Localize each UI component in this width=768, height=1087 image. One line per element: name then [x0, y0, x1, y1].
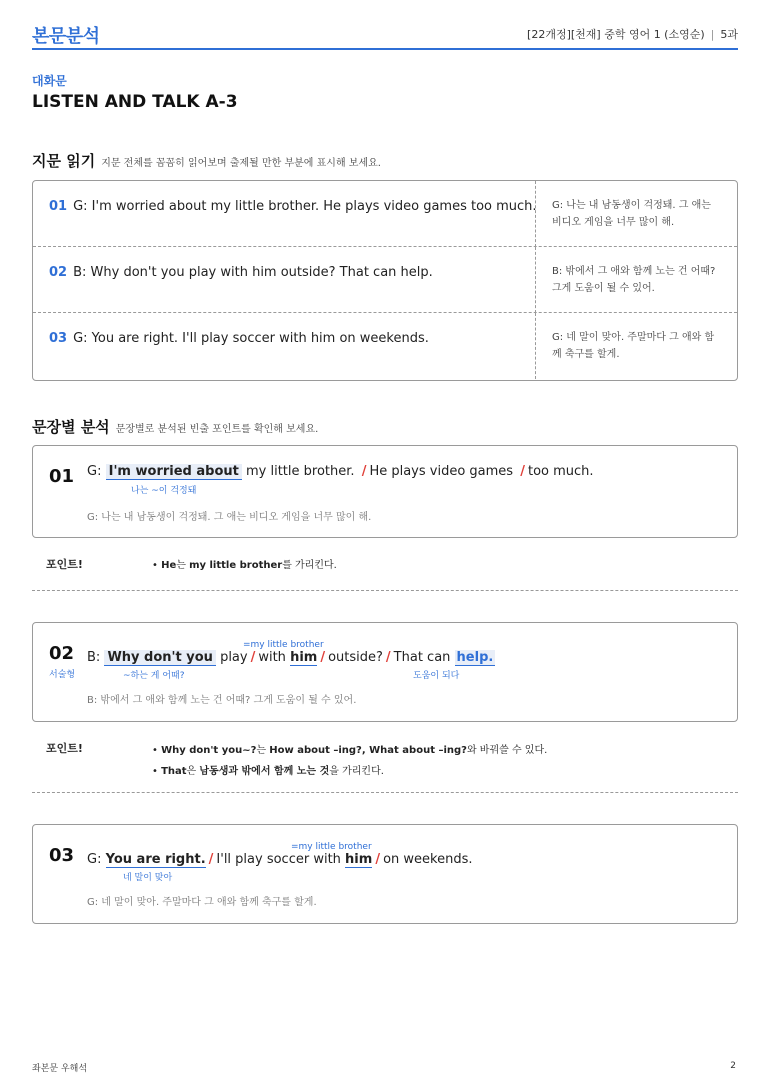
- sentence-text: with: [258, 650, 286, 665]
- analysis-title: 문장별 분석: [32, 418, 110, 436]
- reading-section-title: [32, 150, 381, 171]
- reading-ko: [535, 313, 737, 379]
- sentence-number: 01: [49, 466, 75, 487]
- sentence-ko: G: 나는 내 남동생이 걱정돼. 그 애는 비디오 게임을 너무 많이 해.: [87, 512, 372, 523]
- page-header: [32, 18, 738, 50]
- point-text: 와 바꿔쓸 수 있다.: [466, 745, 548, 756]
- point-text: 은: [186, 766, 200, 777]
- sentence-subtag: 서술형: [49, 670, 76, 680]
- highlight-help: help.: [456, 650, 494, 665]
- sentence-card-02: [32, 622, 738, 722]
- reading-ko: [535, 181, 737, 247]
- slash-mark: /: [375, 852, 381, 867]
- highlight-phrase: You are right.: [105, 852, 206, 867]
- section-divider: [32, 590, 738, 591]
- reading-ko-line: G: 나는 내 남동생이 걱정돼. 그 애는: [552, 200, 711, 211]
- point-item: • That은 남동생과 밖에서 함께 노는 것을 가리킨다.: [152, 766, 384, 777]
- point-bold: That: [161, 766, 187, 777]
- course-separator: |: [710, 28, 715, 41]
- sentence-ko: B: 밖에서 그 애와 함께 노는 건 어때? 그게 도움이 될 수 있어.: [87, 695, 357, 706]
- reading-row: [33, 181, 737, 247]
- speaker: B:: [87, 650, 101, 665]
- pronoun-him: him: [290, 650, 318, 665]
- slash-mark: /: [385, 650, 391, 665]
- reading-row: [33, 313, 737, 379]
- reading-ko-line: 비디오 게임을 너무 많이 해.: [552, 217, 675, 228]
- lesson-number: 5과: [720, 28, 738, 41]
- point-bold: How about –ing?, What about –ing?: [269, 745, 467, 756]
- reading-num: 01: [49, 199, 68, 214]
- annotation-note: 네 말이 맞아: [123, 873, 173, 883]
- reading-num: 02: [49, 265, 68, 280]
- reading-en: [49, 331, 539, 346]
- brand-title: 본문분석: [32, 26, 100, 47]
- reading-title: 지문 읽기: [32, 152, 96, 170]
- sentence-en: [87, 650, 495, 665]
- pronoun-him: him: [345, 852, 373, 867]
- slash-mark: /: [208, 852, 214, 867]
- point-bold: He: [161, 560, 177, 571]
- analysis-desc: 문장별로 분석된 빈출 포인트를 확인해 보세요.: [115, 424, 319, 435]
- reading-en-text: G: I'm worried about my little brother. He plays video games too much.: [73, 199, 537, 214]
- sentence-card-01: [32, 445, 738, 538]
- sentence-text: too much.: [527, 464, 594, 479]
- annotation-note: 도움이 되다: [413, 671, 460, 681]
- reading-ko: [535, 247, 737, 313]
- sentence-text: outside?: [328, 650, 383, 665]
- sentence-ko: G: 네 말이 맞아. 주말마다 그 애와 함께 축구를 할게.: [87, 897, 317, 908]
- speaker: G:: [87, 464, 102, 479]
- reading-en-text: G: You are right. I'll play soccer with him on weekends.: [73, 331, 429, 346]
- reading-ko-line: 그게 도움이 될 수 있어.: [552, 283, 655, 294]
- reading-num: 03: [49, 331, 68, 346]
- analysis-section-title: [32, 416, 318, 437]
- reading-en-text: B: Why don't you play with him outside? That can help.: [73, 265, 433, 280]
- annotation-note: =my little brother: [291, 842, 372, 852]
- sentence-text: I'll play soccer with: [216, 852, 341, 867]
- page-number: 2: [730, 1061, 736, 1071]
- reading-row: [33, 247, 737, 313]
- point-bold: Why don't you~?: [161, 745, 257, 756]
- annotation-note: ~하는 게 어때?: [123, 671, 185, 681]
- highlight-phrase: I'm worried about: [106, 464, 242, 480]
- sentence-number: 02: [49, 643, 75, 664]
- sentence-text: play: [220, 650, 248, 665]
- reading-en: [49, 199, 539, 214]
- slash-mark: /: [250, 650, 256, 665]
- section-divider: [32, 792, 738, 793]
- sentence-card-03: [32, 824, 738, 924]
- course-info: [527, 26, 738, 42]
- sentence-text: my little brother.: [246, 464, 355, 479]
- reading-desc: 지문 전체를 꼼꼼히 읽어보며 출제될 만한 부분에 표시해 보세요.: [101, 158, 381, 169]
- highlight-phrase: Why don't you: [104, 650, 215, 666]
- slash-mark: /: [361, 464, 367, 479]
- sentence-en: [87, 464, 594, 479]
- sentence-text: He plays video games: [369, 464, 514, 479]
- point-bold: 남동생과 밖에서 함께 노는 것: [199, 766, 330, 777]
- point-text: 는: [176, 560, 190, 571]
- point-label: 포인트!: [46, 742, 83, 755]
- page-title: LISTEN AND TALK A-3: [32, 92, 238, 112]
- annotation-note: =my little brother: [243, 640, 324, 650]
- footer-label: 좌본문 우해석: [32, 1064, 88, 1074]
- point-label: 포인트!: [46, 558, 83, 571]
- reading-en: [49, 265, 539, 280]
- point-bold: my little brother: [189, 560, 283, 571]
- speaker: G:: [87, 852, 102, 867]
- reading-ko-line: 께 축구를 할게.: [552, 349, 620, 360]
- slash-mark: /: [320, 650, 326, 665]
- sentence-number: 03: [49, 845, 75, 866]
- point-text: 를 가리킨다.: [282, 560, 337, 571]
- slash-mark: /: [520, 464, 525, 479]
- course-name: [22개정][천재] 중학 영어 1 (소영순): [527, 28, 705, 41]
- sentence-en: [87, 852, 472, 867]
- sentence-text: on weekends.: [383, 852, 473, 867]
- sentence-text: That can: [393, 650, 451, 665]
- point-item: • Why don't you~?는 How about –ing?, What about –ing?와 바꿔쓸 수 있다.: [152, 745, 548, 756]
- reading-ko-line: B: 밖에서 그 애와 함께 노는 건 어때?: [552, 266, 716, 277]
- reading-box: [32, 180, 738, 381]
- point-text: 을 가리킨다.: [329, 766, 384, 777]
- annotation-note: 나는 ~이 걱정돼: [131, 486, 197, 496]
- point-text: 는: [256, 745, 270, 756]
- point-item: • He는 my little brother를 가리킨다.: [152, 560, 337, 571]
- reading-ko-line: G: 네 말이 맞아. 주말마다 그 애와 함: [552, 332, 715, 343]
- category-label: 대화문: [32, 74, 67, 88]
